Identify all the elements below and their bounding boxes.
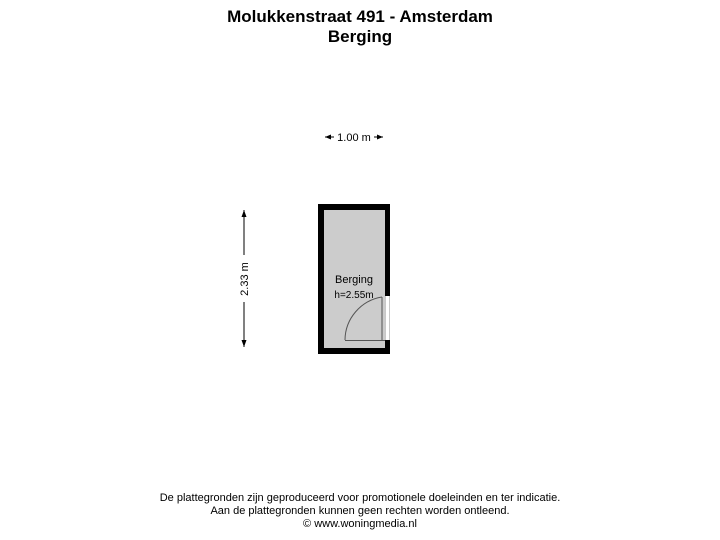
wall-top xyxy=(318,204,390,210)
door-frame xyxy=(385,296,390,340)
wall-right-lower xyxy=(385,340,390,354)
width-dimension-arrow-left xyxy=(325,135,331,140)
disclaimer-line-2: Aan de plattegronden kunnen geen rechten worden ontleend. xyxy=(210,505,510,517)
disclaimer-line-1: De plattegronden zijn geproduceerd voor promotionele doeleinden en ter indicatie. xyxy=(159,492,561,504)
depth-dimension-label: 2.33 m xyxy=(239,262,251,296)
width-dimension-label: 1.00 m xyxy=(337,132,371,144)
copyright-line: © www.woningmedia.nl xyxy=(303,518,417,530)
room-height-label: h=2.55m xyxy=(334,290,374,301)
depth-dimension-arrow-bottom xyxy=(242,340,247,347)
room-name-label: Berging xyxy=(335,274,373,286)
plan-title-address: Molukkenstraat 491 - Amsterdam xyxy=(227,7,493,26)
depth-dimension xyxy=(239,210,251,347)
plan-title-floor: Berging xyxy=(327,27,393,46)
wall-left xyxy=(318,204,324,354)
wall-right-upper xyxy=(385,204,390,296)
width-dimension-arrow-right xyxy=(377,135,383,140)
wall-bottom xyxy=(318,348,390,354)
width-dimension xyxy=(325,132,383,144)
depth-dimension-arrow-top xyxy=(242,210,247,217)
